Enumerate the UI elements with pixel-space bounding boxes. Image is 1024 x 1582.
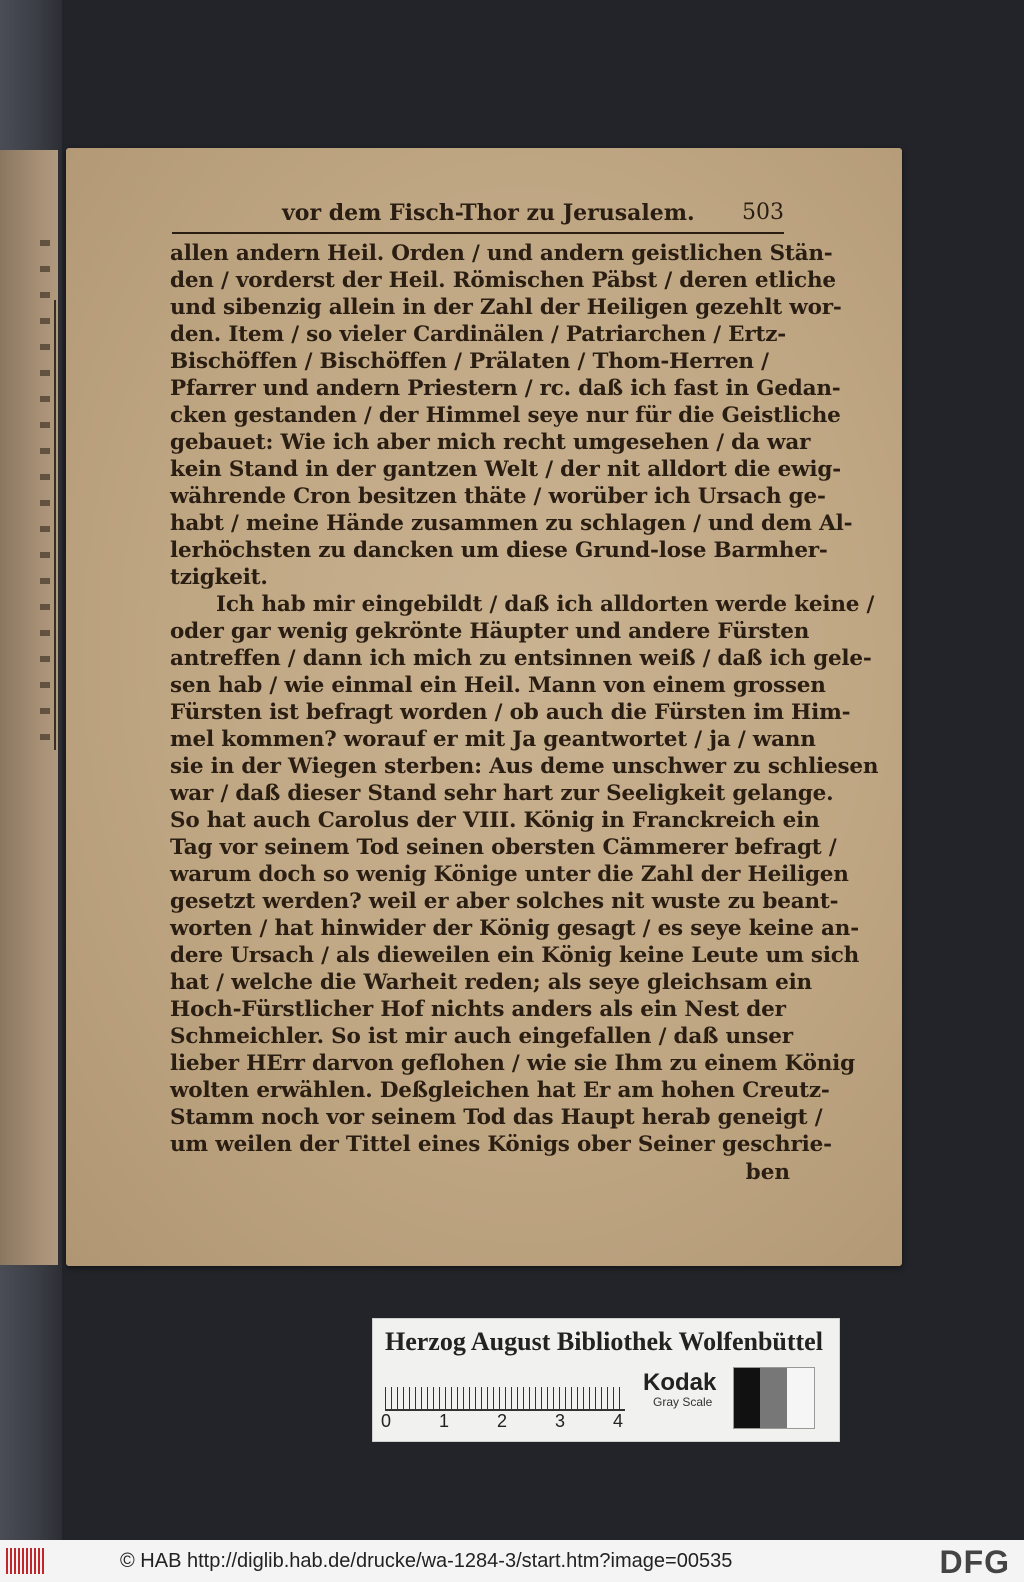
text-line: oder gar wenig gekrönte Häupter und andere Fürsten [170, 619, 810, 644]
text-line: warum doch so wenig Könige unter die Zahl der Heiligen [170, 862, 849, 887]
kodak-logo: Kodak [643, 1369, 717, 1396]
text-line: den. Item / so vieler Cardinälen / Patriarchen / Ertz- [170, 322, 786, 347]
text-line: sen hab / wie einmal ein Heil. Mann von einem grossen [170, 673, 826, 698]
text-line: dere Ursach / als dieweilen ein König keine Leute um sich [170, 943, 860, 968]
text-line: wolten erwählen. Deßgleichen hat Er am hohen Creutz- [170, 1078, 830, 1103]
text-line: worten / hat hinwider der König gesagt / es seye keine an- [170, 916, 859, 941]
book-page [66, 148, 902, 1266]
text-line: antreffen / dann ich mich zu entsinnen weiß / daß ich gele- [170, 646, 872, 671]
text-line: Tag vor seinem Tod seinen obersten Cämmerer befragt / [170, 835, 837, 860]
header-rule [172, 232, 784, 234]
swatch-gray [760, 1368, 787, 1428]
paragraph-1 [170, 240, 853, 591]
ruler-number: 2 [497, 1411, 508, 1431]
text-line: den / vorderst der Heil. Römischen Päbst / deren etliche [170, 268, 836, 293]
text-line: Schmeichler. So ist mir auch eingefallen / daß unser [170, 1024, 793, 1049]
text-line: um weilen der Tittel eines Königs ober Seiner geschrie- [170, 1132, 832, 1157]
text-line: währende Cron besitzen thäte / worüber ich Ursach ge- [170, 484, 826, 509]
swatch-black [734, 1368, 760, 1428]
text-line: kein Stand in der gantzen Welt / der nit alldort die ewig- [170, 457, 841, 482]
body-text [170, 240, 879, 1158]
page-number: 503 [742, 200, 784, 225]
facing-page-edge [0, 150, 58, 1265]
page-header [172, 200, 784, 230]
text-line: allen andern Heil. Orden / und andern geistlichen Stän- [170, 241, 833, 266]
ruler-number: 0 [381, 1411, 392, 1431]
text-line: war / daß dieser Stand sehr hart zur Seeligkeit gelange. [170, 781, 834, 806]
gray-swatches [733, 1367, 815, 1429]
text-line: hat / welche die Warheit reden; als seye gleichsam ein [170, 970, 812, 995]
text-line: tzigkeit. [170, 565, 268, 590]
text-line: Stamm noch vor seinem Tod das Haupt herab geneigt / [170, 1105, 823, 1130]
text-line: So hat auch Carolus der VIII. König in Franckreich ein [170, 808, 820, 833]
text-line: gesetzt werden? weil er aber solches nit wuste zu beant- [170, 889, 839, 914]
text-line: lerhöchsten zu dancken um diese Grund-lose Barmher- [170, 538, 828, 563]
paragraph-2 [170, 591, 879, 1158]
footer-bar [0, 1540, 1024, 1582]
text-line: Fürsten ist befragt worden / ob auch die Fürsten im Him- [170, 700, 851, 725]
text-line: mel kommen? worauf er mit Ja geantwortet / ja / wann [170, 727, 816, 752]
running-head: vor dem Fisch-Thor zu Jerusalem. [282, 200, 695, 226]
text-line: sie in der Wiegen sterben: Aus deme unschwer zu schliesen [170, 754, 879, 779]
facing-page-rule [54, 300, 56, 750]
text-line: gebauet: Wie ich aber mich recht umgesehen / da war [170, 430, 811, 455]
facing-page-text-fragments [40, 240, 50, 760]
text-line: Hoch-Fürstlicher Hof nichts anders als ein Nest der [170, 997, 786, 1022]
text-line: cken gestanden / der Himmel seye nur für die Geistliche [170, 403, 841, 428]
text-line: lieber HErr darvon geflohen / wie sie Ihm zu einem König [170, 1051, 855, 1076]
library-name: Herzog August Bibliothek Wolfenbüttel [385, 1327, 823, 1356]
dfg-logo: DFG [939, 1544, 1010, 1580]
measurement-ruler [385, 1373, 625, 1411]
ruler-number: 4 [613, 1411, 624, 1431]
text-line: Bischöffen / Bischöffen / Prälaten / Thom-Herren / [170, 349, 769, 374]
catchword: ben [745, 1160, 790, 1185]
text-line: Pfarrer und andern Priestern / rc. daß ich fast in Gedan- [170, 376, 841, 401]
color-calibration-card [372, 1318, 840, 1442]
ruler-number: 3 [555, 1411, 566, 1431]
barcode-icon [6, 1548, 46, 1574]
text-line: und sibenzig allein in der Zahl der Heiligen gezehlt wor- [170, 295, 842, 320]
text-line: Ich hab mir eingebildt / daß ich alldorten werde keine / [216, 592, 875, 617]
swatch-white [787, 1368, 814, 1428]
gray-scale-label: Gray Scale [653, 1395, 713, 1409]
ruler-numbers [381, 1411, 641, 1435]
text-line: habt / meine Hände zusammen zu schlagen / und dem Al- [170, 511, 853, 536]
ruler-number: 1 [439, 1411, 450, 1431]
source-credit: © HAB http://diglib.hab.de/drucke/wa-1284-3/start.htm?image=00535 [120, 1550, 733, 1572]
